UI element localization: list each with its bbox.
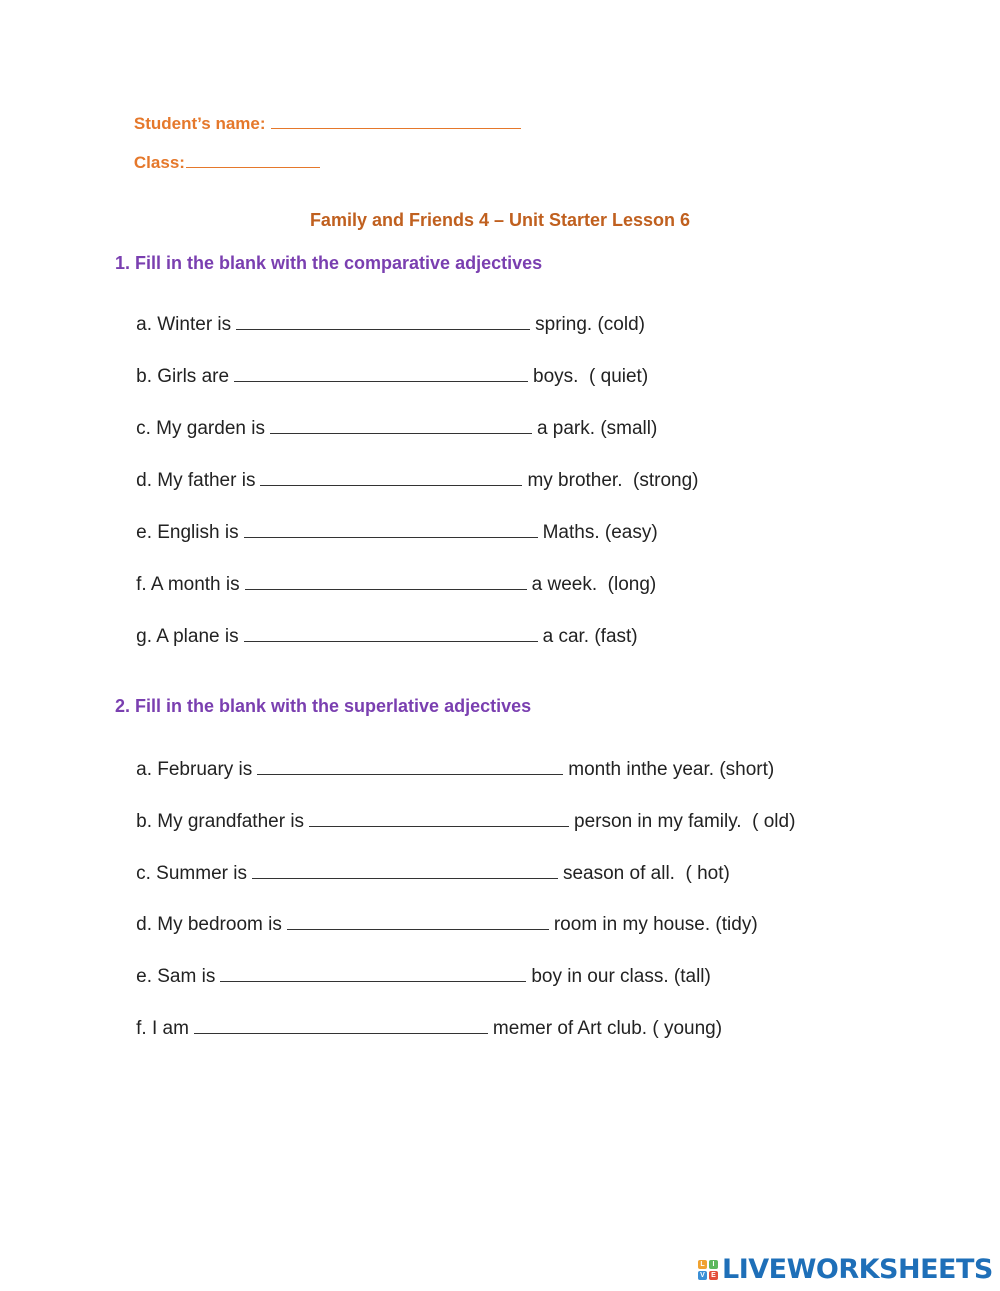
item-suffix: memer of Art club. ( young) <box>492 1018 723 1039</box>
answer-blank[interactable] <box>309 811 569 827</box>
section2-item-f <box>115 996 722 1062</box>
section1-heading: 1. Fill in the blank with the comparative adjectives <box>115 253 543 273</box>
item-prefix: e. Sam is <box>136 966 216 987</box>
item-suffix: boys. ( quiet) <box>533 366 649 387</box>
item-suffix: room in my house. (tidy) <box>553 914 758 935</box>
answer-blank[interactable] <box>236 314 530 330</box>
item-prefix: b. My grandfather is <box>136 811 305 832</box>
logo-icon-letter: L <box>698 1260 707 1269</box>
item-suffix: month inthe year. (short) <box>568 759 775 780</box>
answer-blank[interactable] <box>244 522 538 538</box>
item-suffix: Maths. (easy) <box>542 522 658 543</box>
item-prefix: g. A plane is <box>136 626 239 647</box>
student-name-label: Student’s name: <box>133 114 266 133</box>
student-name-blank[interactable] <box>271 113 521 129</box>
logo-icon-letter: V <box>698 1271 707 1280</box>
answer-blank[interactable] <box>257 759 563 775</box>
answer-blank[interactable] <box>220 966 526 982</box>
section1-item-g <box>115 604 638 670</box>
answer-blank[interactable] <box>245 574 527 590</box>
item-prefix: c. Summer is <box>136 863 247 884</box>
item-prefix: f. A month is <box>136 574 240 595</box>
item-prefix: d. My father is <box>136 470 256 491</box>
item-prefix: a. February is <box>136 759 253 780</box>
item-suffix: a car. (fast) <box>542 626 638 647</box>
item-suffix: spring. (cold) <box>535 314 645 335</box>
item-prefix: e. English is <box>136 522 239 543</box>
item-prefix: d. My bedroom is <box>136 914 282 935</box>
item-prefix: f. I am <box>136 1018 189 1039</box>
item-suffix: my brother. (strong) <box>527 470 699 491</box>
answer-blank[interactable] <box>234 366 528 382</box>
item-prefix: b. Girls are <box>136 366 230 387</box>
answer-blank[interactable] <box>260 470 522 486</box>
item-suffix: a week. (long) <box>531 574 657 595</box>
logo-icon-letter: E <box>709 1271 718 1280</box>
answer-blank[interactable] <box>244 626 538 642</box>
class-row <box>115 132 325 193</box>
page-title: Family and Friends 4 – Unit Starter Lesson 6 <box>309 210 691 230</box>
item-suffix: person in my family. ( old) <box>574 811 796 832</box>
liveworksheets-logo-icon <box>698 1260 718 1280</box>
logo-text: LIVEWORKSHEETS <box>722 1254 993 1285</box>
item-suffix: a park. (small) <box>536 418 658 439</box>
answer-blank[interactable] <box>287 914 549 930</box>
class-label: Class: <box>133 153 185 172</box>
item-prefix: a. Winter is <box>136 314 232 335</box>
liveworksheets-logo <box>698 1254 993 1285</box>
class-blank[interactable] <box>186 152 320 168</box>
logo-icon-letter: I <box>709 1260 718 1269</box>
section2-heading: 2. Fill in the blank with the superlative adjectives <box>115 696 532 716</box>
answer-blank[interactable] <box>194 1018 488 1034</box>
item-prefix: c. My garden is <box>136 418 265 439</box>
item-suffix: boy in our class. (tall) <box>531 966 711 987</box>
item-suffix: season of all. ( hot) <box>562 863 730 884</box>
answer-blank[interactable] <box>252 863 558 879</box>
answer-blank[interactable] <box>270 418 532 434</box>
